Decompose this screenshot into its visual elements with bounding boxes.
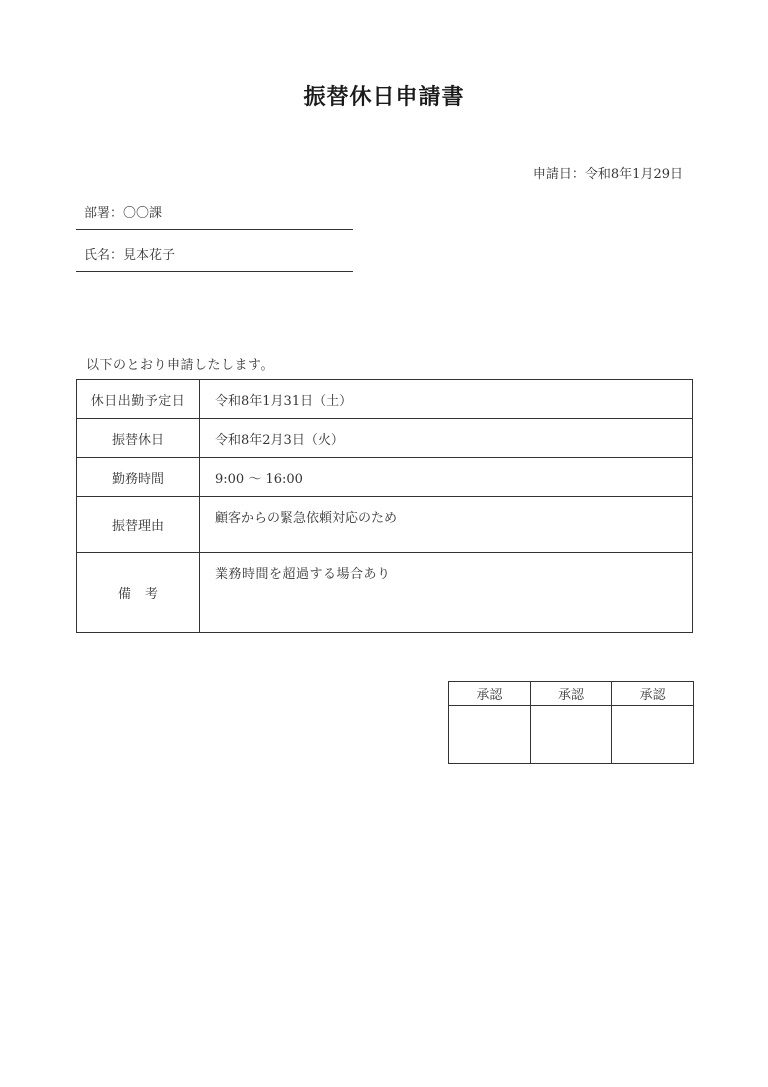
remarks-label-text: 備考 [117,587,172,602]
approval-stamp-box-1 [449,706,531,764]
department-text: 部署：〇〇課 [84,206,163,221]
table-row [77,419,693,458]
approval-header-1: 承認 [449,682,531,706]
intro-text: 以下のとおり申請したします。 [86,358,274,373]
row-value-work-hours: 9:00 ～ 16:00 [200,458,693,497]
row-label-reason: 振替理由 [77,497,200,553]
department-field [76,204,353,230]
row-value-holiday-work-date: 令和8年1月31日（土） [200,380,693,419]
row-label-substitute-holiday: 振替休日 [77,419,200,458]
row-label-holiday-work-date: 休日出勤予定日 [77,380,200,419]
approval-stamp-box-2 [530,706,612,764]
document-title: 振替休日申請書 [303,84,465,110]
approval-header-row [449,682,694,706]
table-row [77,380,693,419]
application-form-table [76,379,693,633]
row-value-reason: 顧客からの緊急依頼対応のため [200,497,693,553]
approval-stamp-table [448,681,694,764]
row-label-remarks [77,553,200,633]
table-row [77,497,693,553]
row-label-work-hours: 勤務時間 [77,458,200,497]
approval-header-2: 承認 [530,682,612,706]
row-value-remarks: 業務時間を超過する場合あり [200,553,693,633]
name-field [76,246,353,272]
approval-stamp-row [449,706,694,764]
approval-header-3: 承認 [612,682,694,706]
approval-stamp-box-3 [612,706,694,764]
name-text: 氏名：見本花子 [84,248,176,263]
application-date: 申請日：令和8年1月29日 [532,167,683,182]
table-row [77,553,693,633]
table-row [77,458,693,497]
row-value-substitute-holiday: 令和8年2月3日（火） [200,419,693,458]
